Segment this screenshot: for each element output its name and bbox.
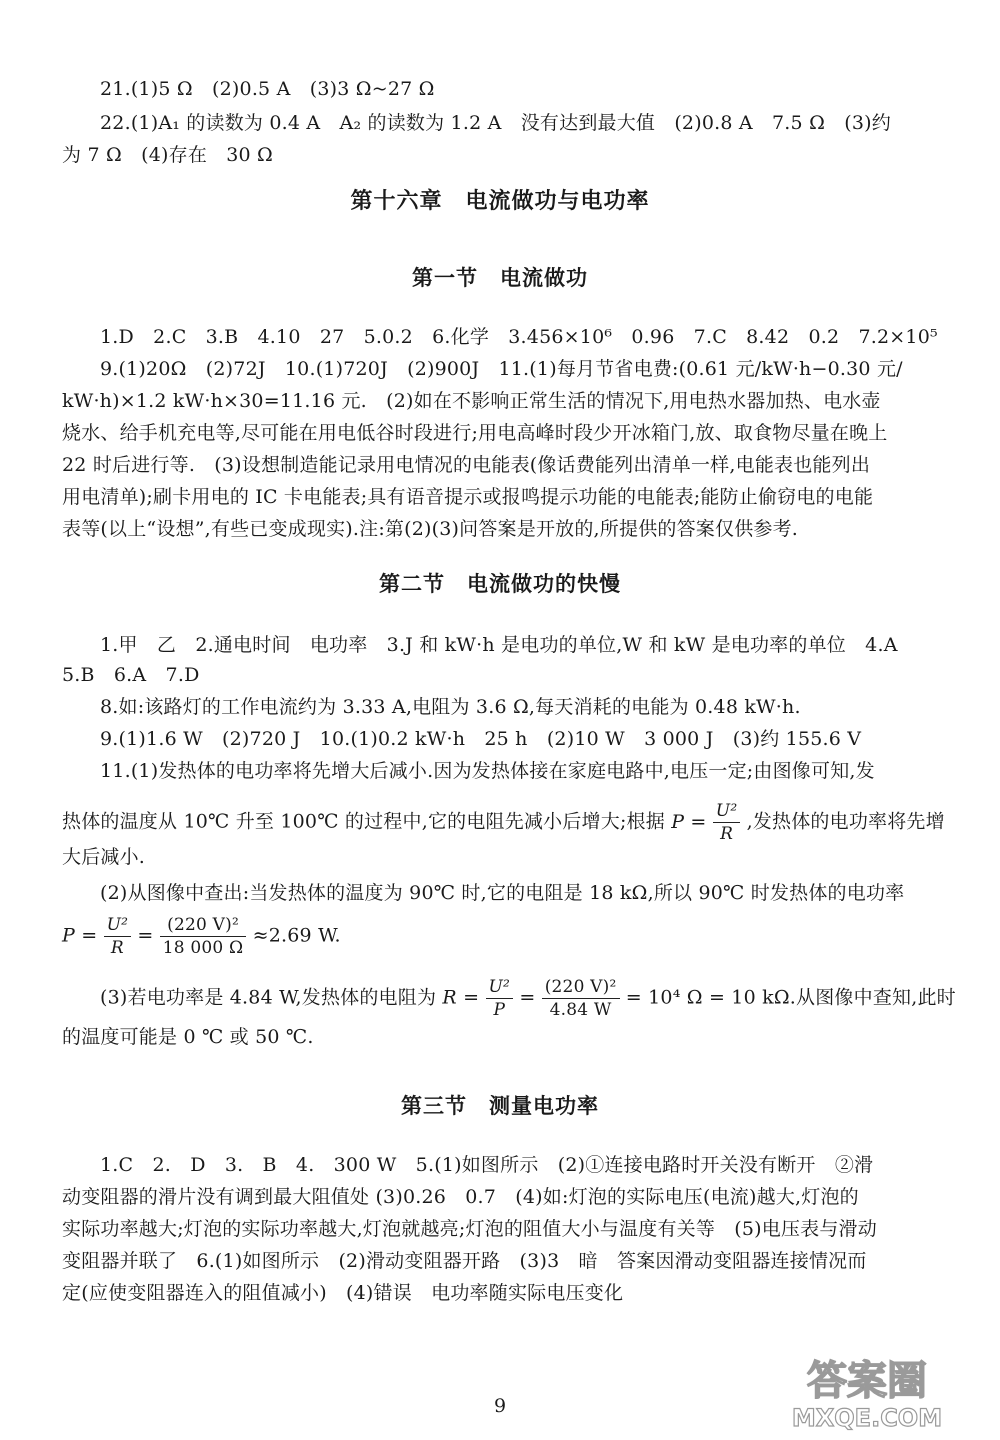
sec3-line: 定(应使变阻器连入的阻值减小) (4)错误 电功率随实际电压变化 bbox=[62, 1282, 624, 1304]
sec1-line: 表等(以上“设想”,有些已变成现实).注:第(2)(3)问答案是开放的,所提供的答案仅供参考. bbox=[62, 518, 799, 540]
sec3-line: 动变阻器的滑片没有调到最大阻值处 (3)0.26 0.7 (4)如:灯泡的实际电压(电流)越大,灯泡的 bbox=[62, 1186, 859, 1208]
watermark-logo bbox=[752, 1352, 982, 1432]
sec2-line: 11.(1)发热体的电功率将先增大后减小.因为发热体接在家庭电路中,电压一定;由图像可知,发 bbox=[100, 760, 875, 782]
fraction-numerator: (220 V)² bbox=[160, 914, 247, 937]
sec1-line: 9.(1)20Ω (2)72J 10.(1)720J (2)900J 11.(1)每月节省电费:(0.61 元/kW·h−0.30 元/ bbox=[100, 358, 903, 380]
sec2-line: (2)从图像中查出:当发热体的温度为 90℃ 时,它的电阻是 18 kΩ,所以 90℃ 时发热体的电功率 bbox=[100, 882, 905, 904]
fraction-denominator: R bbox=[110, 938, 124, 958]
sec2-text: 热体的温度从 10℃ 升至 100℃ 的过程中,它的电阻先减小后增大;根据 bbox=[62, 810, 665, 833]
sec1-line: 22 时后进行等. (3)设想制造能记录用电情况的电能表(像话费能列出清单一样,电能表也能列出 bbox=[62, 454, 871, 476]
fraction-denominator: 4.84 W bbox=[549, 1000, 612, 1020]
fraction-numerator: U² bbox=[104, 914, 132, 937]
fraction-denominator: 18 000 Ω bbox=[162, 938, 244, 958]
section-title-2: 第二节 电流做功的快慢 bbox=[379, 572, 621, 596]
equals-sign: = bbox=[519, 986, 536, 1009]
sec2-line: 1.甲 乙 2.通电时间 电功率 3.J 和 kW·h 是电功的单位,W 和 kW 是电功率的单位 4.A bbox=[100, 634, 898, 656]
sec2-line: 5.B 6.A 7.D bbox=[62, 664, 200, 686]
fraction bbox=[486, 976, 514, 1021]
sec2-line-formula bbox=[62, 800, 945, 845]
sec2-text: = 10⁴ Ω = 10 kΩ.从图像中查知,此时 bbox=[625, 986, 956, 1009]
watermark-text-cn: 答案圈 bbox=[807, 1358, 927, 1404]
section-title-3: 第三节 测量电功率 bbox=[401, 1094, 599, 1118]
fraction bbox=[542, 976, 620, 1021]
sec2-line-formula bbox=[100, 976, 956, 1021]
sec2-line: 9.(1)1.6 W (2)720 J 10.(1)0.2 kW·h 25 h (2)10 W 3 000 J (3)约 155.6 V bbox=[100, 728, 862, 750]
sec2-text: ,发热体的电功率将先增 bbox=[746, 810, 945, 833]
equals-sign: = bbox=[137, 924, 154, 947]
sec2-text: ≈2.69 W. bbox=[252, 924, 341, 947]
sec2-line: 的温度可能是 0 ℃ 或 50 ℃. bbox=[62, 1026, 314, 1048]
fraction-numerator: U² bbox=[486, 976, 514, 999]
sec1-line: 烧水、给手机充电等,尽可能在用电低谷时段进行;用电高峰时段少开冰箱门,放、取食物尽量在晚上 bbox=[62, 422, 888, 444]
fraction bbox=[713, 800, 741, 845]
section-title-1: 第一节 电流做功 bbox=[412, 266, 588, 290]
sec2-text: (3)若电功率是 4.84 W,发热体的电阻为 bbox=[100, 986, 437, 1009]
answer-line-21: 21.(1)5 Ω (2)0.5 A (3)3 Ω~27 Ω bbox=[100, 78, 435, 100]
chapter-title: 第十六章 电流做功与电功率 bbox=[350, 189, 650, 214]
page-number: 9 bbox=[493, 1395, 507, 1417]
formula-p-label: P = bbox=[671, 810, 707, 833]
formula-r-label: R = bbox=[442, 986, 480, 1009]
sec1-line: 1.D 2.C 3.B 4.10 27 5.0.2 6.化学 3.456×10⁶ 0.96 7.C 8.42 0.2 7.2×10⁵ bbox=[100, 326, 938, 348]
watermark-text-en: MXQE.COM bbox=[791, 1404, 943, 1432]
sec1-line: kW·h)×1.2 kW·h×30=11.16 元. (2)如在不影响正常生活的情况下,用电热水器加热、电水壶 bbox=[62, 390, 881, 412]
fraction-denominator: R bbox=[720, 824, 734, 844]
sec2-line-formula bbox=[62, 914, 938, 959]
answer-line-22-cont: 为 7 Ω (4)存在 30 Ω bbox=[62, 144, 274, 166]
sec3-line: 实际功率越大;灯泡的实际功率越大,灯泡就越亮;灯泡的阻值大小与温度有关等 (5)电压表与滑动 bbox=[62, 1218, 877, 1240]
sec2-line: 大后减小. bbox=[62, 846, 146, 868]
sec3-line: 1.C 2. D 3. B 4. 300 W 5.(1)如图所示 (2)①连接电路时开关没有断开 ②滑 bbox=[100, 1154, 874, 1176]
fraction-numerator: (220 V)² bbox=[542, 976, 620, 999]
fraction bbox=[104, 914, 132, 959]
fraction-numerator: U² bbox=[713, 800, 741, 823]
sec3-line: 变阻器并联了 6.(1)如图所示 (2)滑动变阻器开路 (3)3 暗 答案因滑动变阻器连接情况而 bbox=[62, 1250, 867, 1272]
sec2-line: 8.如:该路灯的工作电流约为 3.33 A,电阻为 3.6 Ω,每天消耗的电能为 0.48 kW·h. bbox=[100, 696, 801, 718]
power-formula bbox=[671, 801, 746, 844]
formula-p-label: P = bbox=[62, 924, 98, 947]
fraction-denominator: P bbox=[493, 1000, 506, 1020]
fraction bbox=[160, 914, 247, 959]
sec1-line: 用电清单);刷卡用电的 IC 卡电能表;具有语音提示或报鸣提示功能的电能表;能防止偷窃电的电能 bbox=[62, 486, 874, 508]
answer-line-22: 22.(1)A₁ 的读数为 0.4 A A₂ 的读数为 1.2 A 没有达到最大值 (2)0.8 A 7.5 Ω (3)约 bbox=[100, 112, 891, 134]
